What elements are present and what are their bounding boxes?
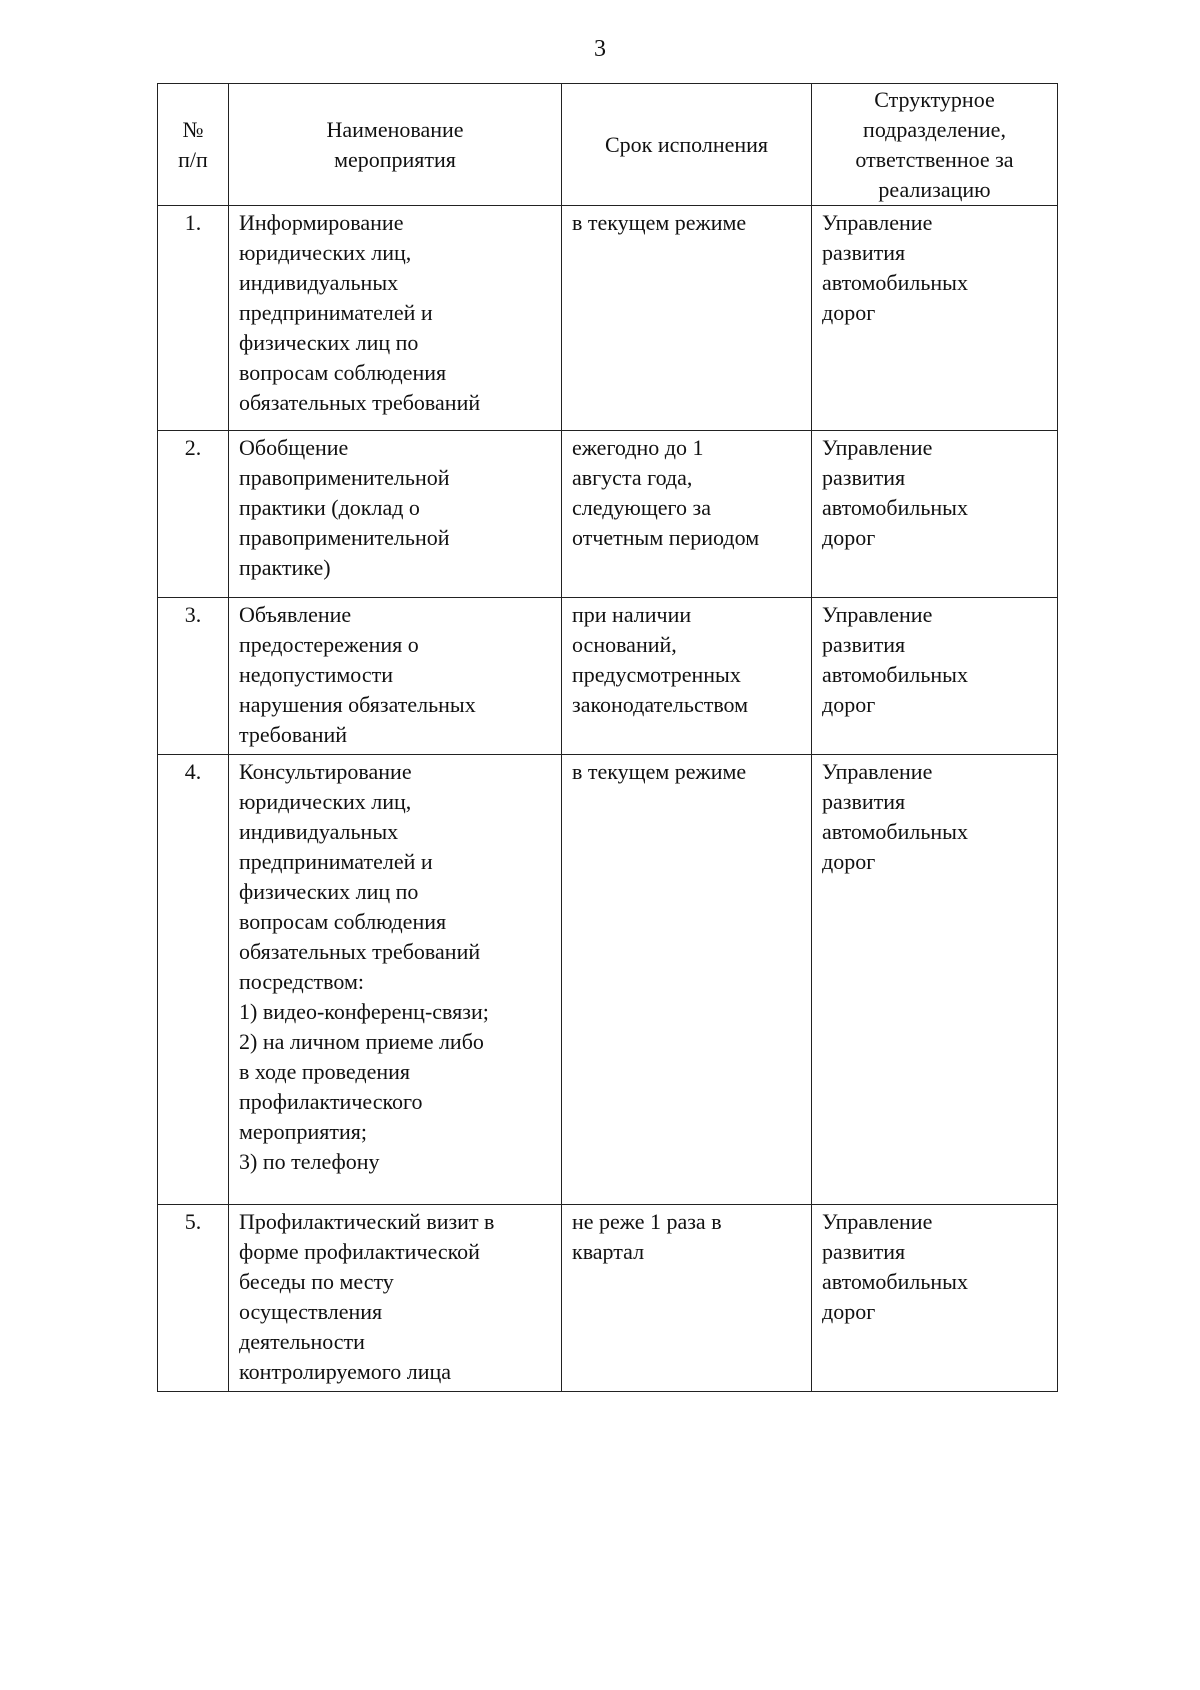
responsible-unit: Управление развития автомобильных дорог: [812, 1205, 1058, 1392]
measures-table: [157, 83, 1058, 1392]
responsible-unit: Управление развития автомобильных дорог: [812, 755, 1058, 1205]
measure-name: Объявление предостережения о недопустимости нарушения обязательных требований: [229, 598, 562, 755]
header-number: № п/п: [158, 84, 229, 206]
header-measure-name: Наименование мероприятия: [229, 84, 562, 206]
table-row: [158, 598, 1058, 755]
row-number: 5.: [158, 1205, 229, 1392]
deadline: в текущем режиме: [562, 206, 812, 431]
deadline: не реже 1 раза в квартал: [562, 1205, 812, 1392]
responsible-unit: Управление развития автомобильных дорог: [812, 598, 1058, 755]
measure-name: Информирование юридических лиц, индивидуальных предпринимателей и физических лиц по вопросам соблюдения обязательных требований: [229, 206, 562, 431]
table-row: [158, 206, 1058, 431]
table-row: [158, 431, 1058, 598]
table-row: [158, 755, 1058, 1205]
page-number: 3: [594, 36, 606, 62]
deadline: ежегодно до 1 августа года, следующего за отчетным периодом: [562, 431, 812, 598]
measure-name: Обобщение правоприменительной практики (доклад о правоприменительной практике): [229, 431, 562, 598]
row-number: 2.: [158, 431, 229, 598]
row-number: 1.: [158, 206, 229, 431]
header-deadline: Срок исполнения: [562, 84, 812, 206]
row-number: 4.: [158, 755, 229, 1205]
deadline: при наличии оснований, предусмотренных законодательством: [562, 598, 812, 755]
responsible-unit: Управление развития автомобильных дорог: [812, 206, 1058, 431]
measure-name: Профилактический визит в форме профилактической беседы по месту осуществления деятельности контролируемого лица: [229, 1205, 562, 1392]
table-row: [158, 1205, 1058, 1392]
table-header-row: [158, 84, 1058, 206]
header-responsible-unit: Структурное подразделение, ответственное за реализацию: [812, 84, 1058, 206]
measure-name: Консультирование юридических лиц, индивидуальных предпринимателей и физических лиц по вопросам соблюдения обязательных требований посредством: 1) видео-конференц-связи; 2) на личном приеме либо в ходе проведения профилактического мероприятия; 3) по телефону: [229, 755, 562, 1205]
row-number: 3.: [158, 598, 229, 755]
deadline: в текущем режиме: [562, 755, 812, 1205]
responsible-unit: Управление развития автомобильных дорог: [812, 431, 1058, 598]
